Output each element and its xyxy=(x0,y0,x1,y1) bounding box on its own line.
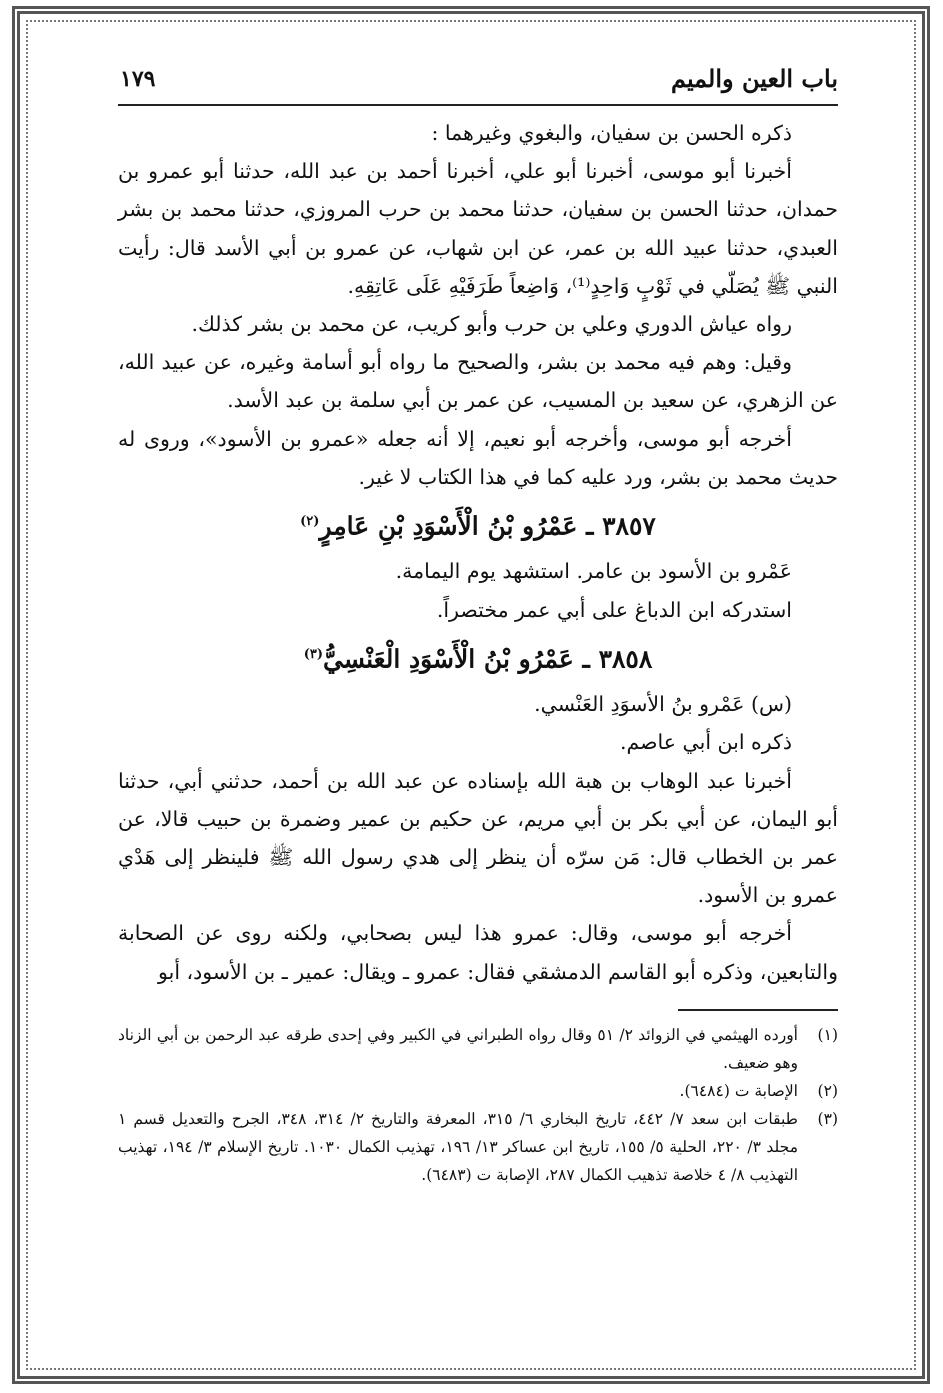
footnote-separator xyxy=(678,1009,838,1011)
entry-title: ٣٨٥٧ ـ عَمْرُو بْنُ الْأَسْوَدِ بْنِ عَامِرٍ xyxy=(319,511,656,541)
entry-heading-3858 xyxy=(118,631,838,683)
footnote-text: الإصابة ت (٦٤٨٤). xyxy=(679,1081,798,1100)
paragraph: أخرجه أبو موسى، وأخرجه أبو نعيم، إلا أنه جعله «عمرو بن الأسود»، وروى له حديث محمد بن بشر، ورد عليه كما في هذا الكتاب لا غير. xyxy=(118,426,838,489)
main-text xyxy=(118,114,838,991)
footnote xyxy=(118,1077,838,1105)
footnote-text: طبقات ابن سعد ٧/ ٤٤٢، تاريخ البخاري ٦/ ٣١٥، المعرفة والتاريخ ٢/ ٣١٤، ٣٤٨، الجرح والتعديل قسم ١ مجلد ٣/ ٢٢٠، الحلية ٥/ ١٥٥، تاريخ ابن عساكر ١٣/ ١٩٦، تهذيب الكمال ١٠٣٠. تاريخ الإسلام ٣/ ١٩٤، تهذيب التهذيب ٨/ ٤ خلاصة تذهيب الكمال ٢٨٧، الإصابة ت (٦٤٨٣). xyxy=(118,1109,798,1184)
paragraph: استدركه ابن الدباغ على أبي عمر مختصراً. xyxy=(436,597,792,622)
footnote-marker: (٢) xyxy=(300,514,320,530)
footnote-marker: (٣) xyxy=(303,646,323,662)
paragraph: أخبرنا عبد الوهاب بن هبة الله بإسناده عن عبد الله بن أحمد، حدثني أبي، حدثنا أبو اليمان، عن أبي بكر بن أبي مريم، عن حكيم بن عمير وضمرة بن حبيب قالا، عن عمر بن الخطاب قال: مَن سرّه أن ينظر إلى هدي رسول الله ﷺ فلينظر إلى هَدْي عمرو بن الأسود. xyxy=(118,768,838,908)
page-header xyxy=(118,60,838,106)
footnotes xyxy=(118,1021,838,1189)
footnote xyxy=(118,1105,838,1189)
footnote-text: أورده الهيثمي في الزوائد ٢/ ٥١ وقال رواه الطبراني في الكبير وفي إحدى طرقه عبد الرحمن بن أبي الزناد وهو ضعيف. xyxy=(118,1025,798,1072)
footnote-number: (٣) xyxy=(817,1109,838,1128)
footnote xyxy=(118,1021,838,1077)
paragraph: ذكره الحسن بن سفيان، والبغوي وغيرهما : xyxy=(431,121,792,145)
running-head: باب العين والميم xyxy=(670,64,838,93)
paragraph: عَمْرو بن الأسود بن عامر. استشهد يوم اليمامة. xyxy=(395,559,792,584)
book-page xyxy=(118,60,838,1189)
page-number: ١٧٩ xyxy=(120,66,156,92)
entry-title: ٣٨٥٨ ـ عَمْرُو بْنُ الْأَسْوَدِ الْعَنْسِيُّ xyxy=(323,644,653,674)
entry-heading-3857 xyxy=(118,498,838,550)
paragraph: (س) عَمْرو بنُ الأسوَدِ العَنْسي. xyxy=(534,692,792,717)
footnote-number: (٢) xyxy=(817,1081,838,1100)
paragraph: وقيل: وهم فيه محمد بن بشر، والصحيح ما رواه أبو أسامة وغيره، عن عبيد الله، عن الزهري، عن سعيد بن المسيب، عن عمر بن أبي سلمة بن عبد الأسد. xyxy=(118,350,838,413)
paragraph: ذكره ابن أبي عاصم. xyxy=(619,730,792,755)
paragraph: أخبرنا أبو موسى، أخبرنا أبو علي، أخبرنا أحمد بن عبد الله، حدثنا أبو عمرو بن حمدان، حدثنا الحسن بن سفيان، حدثنا محمد بن حرب المروزي، حدثنا محمد بن بشر العبدي، حدثنا عبيد الله بن عمر، عن ابن شهاب، عن عمرو بن أبي الأسد قال: رأيت النبي ﷺ يُصَلّي في ثَوْبٍ وَاحِدٍ⁽¹⁾، وَاضِعاً طَرَفَيْهِ عَلَى عَاتِقِهِ. xyxy=(118,159,838,298)
footnote-number: (١) xyxy=(817,1025,838,1044)
paragraph: أخرجه أبو موسى، وقال: عمرو هذا ليس بصحابي، ولكنه روى عن الصحابة والتابعين، وذكره أبو القاسم الدمشقي فقال: عمرو ـ ويقال: عمير ـ بن الأسود، أبو xyxy=(118,921,838,984)
paragraph: رواه عياش الدوري وعلي بن حرب وأبو كريب، عن محمد بن بشر كذلك. xyxy=(191,312,792,337)
